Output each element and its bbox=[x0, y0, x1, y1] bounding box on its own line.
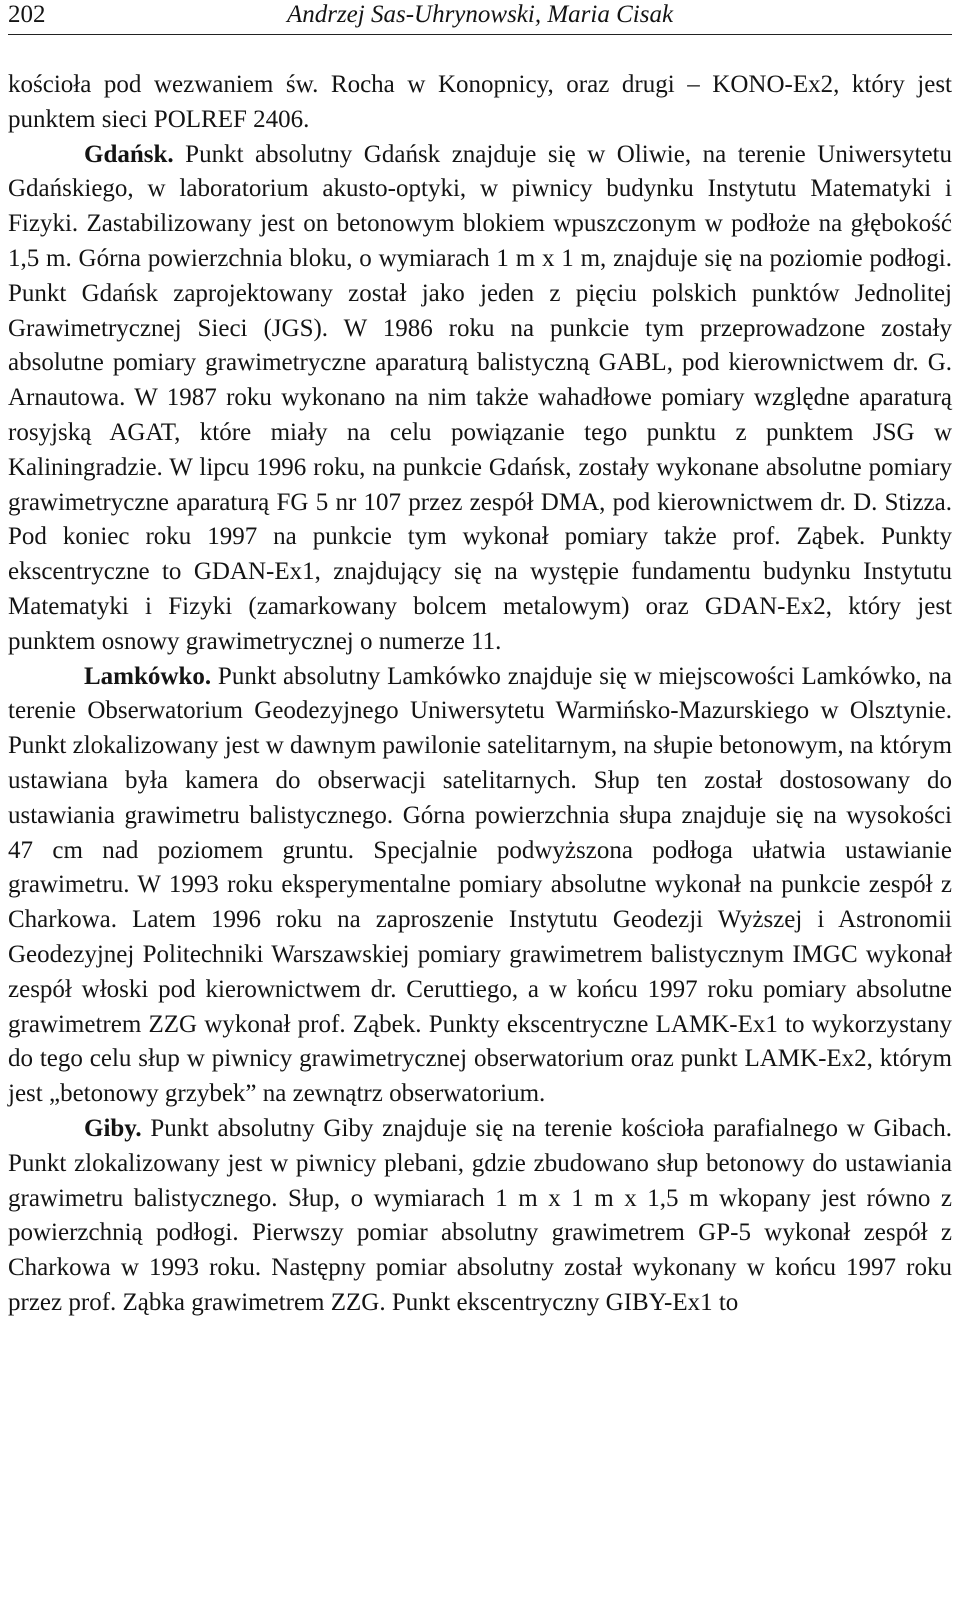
paragraph-lamkowko bbox=[8, 660, 952, 1112]
section-heading-lamkowko: Lamkówko. bbox=[84, 662, 212, 690]
section-heading-gdansk: Gdańsk. bbox=[84, 140, 174, 168]
paragraph-giby bbox=[8, 1112, 952, 1321]
section-heading-giby: Giby. bbox=[84, 1114, 142, 1142]
paragraph-continuation bbox=[8, 68, 952, 138]
paragraph-text: Punkt absolutny Lamkówko znajduje się w miejscowości Lamkówko, na terenie Obserwatorium Geodezyjnego Uniwersytetu Warmińsko-Mazurskiego w Olsztynie. Punkt zlokalizowany jest w dawnym pawilonie satelitarnym, na słupie betonowym, na którym ustawiana była kamera do obserwacji satelitarnych. Słup ten został dostosowany do ustawiania grawimetru balistycznego. Górna powierzchnia słupa znajduje się na wysokości 47 cm nad poziomem gruntu. Specjalnie podwyższona podłoga ułatwia ustawianie grawimetru. W 1993 roku eksperymentalne pomiary absolutne wykonał na punkcie zespół z Charkowa. Latem 1996 roku na zaproszenie Instytutu Geodezji Wyższej i Astronomii Geodezyjnej Politechniki Warszawskiej pomiary grawimetrem balistycznym IMGC wykonał zespół włoski pod kierownictwem dr. Ceruttiego, a w końcu 1997 roku pomiary absolutne grawimetrem ZZG wykonał prof. Ząbek. Punkty ekscentryczne LAMK-Ex1 to wykorzystany do tego celu słup w piwnicy grawimetrycznej obserwatorium oraz punkt LAMK-Ex2, którym jest „betonowy grzybek” na zewnątrz obserwatorium. bbox=[8, 662, 952, 1108]
article-body bbox=[8, 68, 952, 1321]
paragraph-text: kościoła pod wezwaniem św. Rocha w Konopnicy, oraz drugi – KONO-Ex2, który jest punktem sieci POLREF 2406. bbox=[8, 71, 952, 133]
page-header bbox=[8, 0, 952, 35]
page-number: 202 bbox=[8, 1, 46, 28]
paragraph-gdansk bbox=[8, 138, 952, 660]
running-title: Andrzej Sas-Uhrynowski, Maria Cisak bbox=[286, 1, 674, 28]
paragraph-text: Punkt absolutny Giby znajduje się na terenie kościoła parafialnego w Gibach. Punkt zlokalizowany jest w piwnicy plebani, gdzie zbudowano słup betonowy do ustawiania grawimetru balistycznego. Słup, o wymiarach 1 m x 1 m x 1,5 m wkopany jest równo z powierzchnią podłogi. Pierwszy pomiar absolutny grawimetrem GP-5 wykonał zespół z Charkowa w 1993 roku. Następny pomiar absolutny został wykonany w końcu 1997 roku przez prof. Ząbka grawimetrem ZZG. Punkt ekscentryczny GIBY-Ex1 to bbox=[8, 1114, 952, 1316]
paragraph-text: Punkt absolutny Gdańsk znajduje się w Oliwie, na terenie Uniwersytetu Gdańskiego, w laboratorium akusto-optyki, w piwnicy budynku Instytutu Matematyki i Fizyki. Zastabilizowany jest on betonowym blokiem wpuszczonym w podłoże na głębokość 1,5 m. Górna powierzchnia bloku, o wymiarach 1 m x 1 m, znajduje się na poziomie podłogi. Punkt Gdańsk zaprojektowany został jako jeden z pięciu polskich punktów Jednolitej Grawimetrycznej Sieci (JGS). W 1986 roku na punkcie tym przeprowadzone zostały absolutne pomiary grawimetryczne aparaturą balistyczną GABL, pod kierownictwem dr. G. Arnautowa. W 1987 roku wykonano na nim także wahadłowe pomiary względne aparaturą rosyjską AGAT, które miały na celu powiązanie tego punktu z punktem JSG w Kaliningradzie. W lipcu 1996 roku, na punkcie Gdańsk, zostały wykonane absolutne pomiary grawimetryczne aparaturą FG 5 nr 107 przez zespół DMA, pod kierownictwem dr. D. Stizza. Pod koniec roku 1997 na punkcie tym wykonał pomiary także prof. Ząbek. Punkty ekscentryczne to GDAN-Ex1, znajdujący się na występie fundamentu budynku Instytutu Matematyki i Fizyki (zamarkowany bolcem metalowym) oraz GDAN-Ex2, który jest punktem osnowy grawimetrycznej o numerze 11. bbox=[8, 140, 952, 655]
